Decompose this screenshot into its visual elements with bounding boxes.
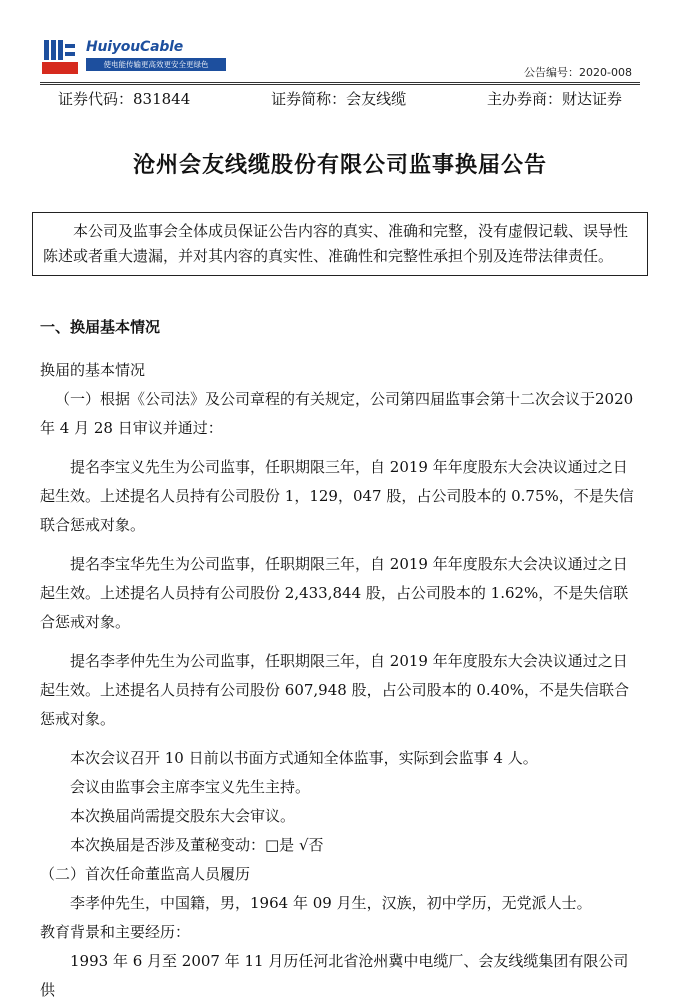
logo-tagline: 使电能传输更高效更安全更绿色 xyxy=(86,58,226,71)
logo-mark-icon xyxy=(40,36,80,76)
document-title: 沧州会友线缆股份有限公司监事换届公告 xyxy=(132,153,547,178)
security-code: 证券代码：831844 xyxy=(58,90,191,108)
disclaimer-box: 本公司及监事会全体成员保证公告内容的真实、准确和完整，没有虚假记载、误导性陈述或者重大遗漏，并对其内容的真实性、准确性和完整性承担个别及连带法律责任。 xyxy=(32,212,648,276)
company-logo xyxy=(40,36,209,78)
paragraph-experience: 1993 年 6 月至 2007 年 11 月历任河北省沧州冀中电缆厂、会友线缆集团有限公司供 xyxy=(40,952,629,999)
subheading: 换届的基本情况 xyxy=(40,361,146,379)
security-info xyxy=(58,88,622,109)
paragraph-notice: 本次会议召开 10 日前以书面方式通知全体监事，实际到会监事 4 人。 xyxy=(70,749,538,767)
paragraph-resolution: （一）根据《公司法》及公司章程的有关规定，公司第四届监事会第十二次会议于2020 年 4 月 28 日审议并通过： xyxy=(40,390,634,437)
paragraph-nominee-3: 提名李孝仲先生为公司监事，任职期限三年，自 2019 年年度股东大会决议通过之日起生效。上述提名人员持有公司股份 607,948 股，占公司股本的 0.40%，不是失信联合惩戒对象。 xyxy=(40,652,629,728)
paragraph-review: 本次换届尚需提交股东大会审议。 xyxy=(70,807,296,825)
header-divider-secondary xyxy=(40,84,640,85)
subsection-heading: （二）首次任命董监高人员履历 xyxy=(40,865,251,883)
paragraph-nominee-2: 提名李宝华先生为公司监事，任职期限三年，自 2019 年年度股东大会决议通过之日起生效。上述提名人员持有公司股份 2,433,844 股，占公司股本的 1.62%，不是失信联合惩戒对象。 xyxy=(40,555,629,631)
announcement-number: 公告编号：2020-008 xyxy=(524,66,632,79)
paragraph-profile: 李孝仲先生，中国籍，男，1964 年 09 月生，汉族，初中学历，无党派人士。 xyxy=(70,894,592,912)
section-heading: 一、换届基本情况 xyxy=(40,318,161,336)
paragraph-secretary-change: 本次换届是否涉及董秘变动：□是 √否 xyxy=(70,836,324,854)
security-name: 证券简称：会友线缆 xyxy=(271,90,407,108)
paragraph-chair: 会议由监事会主席李宝义先生主持。 xyxy=(70,778,311,796)
logo-brand: HuiyouCable xyxy=(86,39,184,55)
sponsor-broker: 主办券商：财达证券 xyxy=(486,90,622,108)
paragraph-background-label: 教育背景和主要经历： xyxy=(40,923,191,941)
document-body xyxy=(40,316,640,1005)
paragraph-nominee-1: 提名李宝义先生为公司监事，任职期限三年，自 2019 年年度股东大会决议通过之日起生效。上述提名人员持有公司股份 1，129，047 股，占公司股本的 0.75%，不是失信联合惩戒对象。 xyxy=(40,458,634,534)
header-divider xyxy=(40,82,640,83)
